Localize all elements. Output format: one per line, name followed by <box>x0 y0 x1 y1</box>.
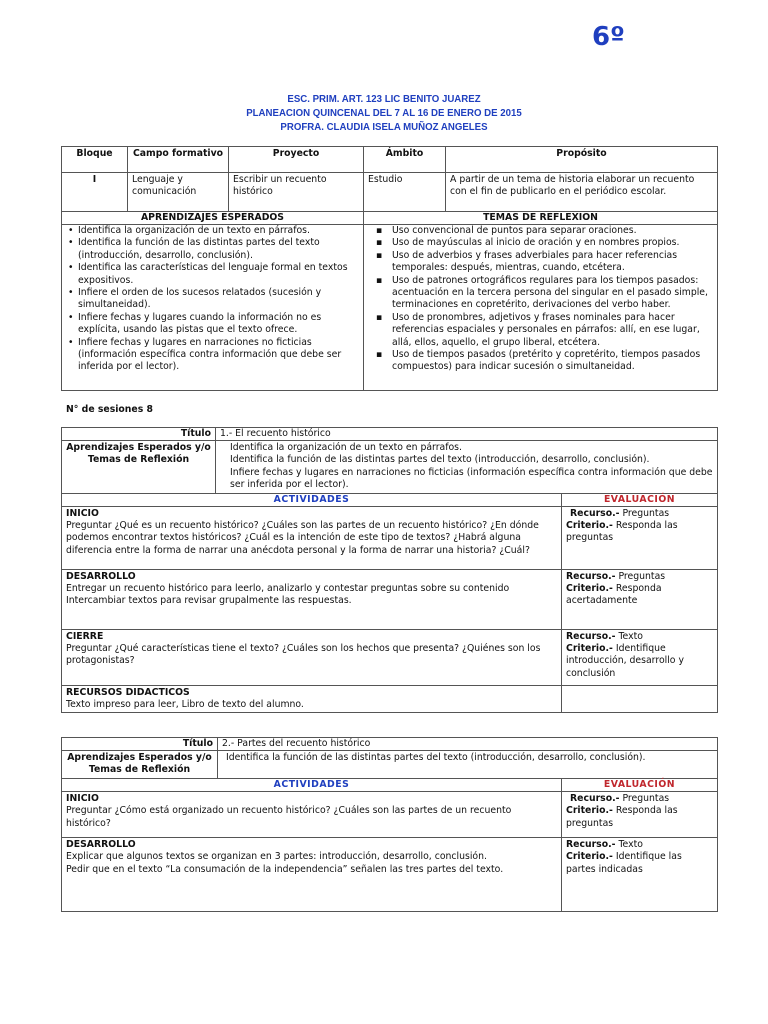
header-bloque: Bloque <box>62 147 128 173</box>
plan-title: PLANEACION QUINCENAL DEL 7 AL 16 DE ENERO DE 2015 <box>246 107 522 119</box>
recursos-cell <box>62 685 562 713</box>
aprendizaje-line: Identifica la organización de un texto en párrafos. <box>230 442 462 453</box>
criterio-value: Identifique introducción, desarrollo y conclusión <box>566 643 684 679</box>
teacher-name: PROFRA. CLAUDIA ISELA MUÑOZ ANGELES <box>280 121 488 133</box>
inicio-label: INICIO <box>66 792 99 804</box>
desarrollo-cell <box>62 837 562 911</box>
temas-title: TEMAS DE REFLEXION <box>364 212 718 225</box>
aprendizajes-text <box>216 441 718 494</box>
recurso-label: Recurso.- <box>566 630 616 642</box>
lesson-1-table <box>61 427 718 713</box>
list-item: • Identifica la función de las distintas partes del texto (introducción, desarrollo, conclusión). <box>78 237 359 262</box>
desarrollo-eval <box>562 837 718 911</box>
aprendizaje-line: Identifica la función de las distintas partes del texto (introducción, desarrollo, conclusión). <box>230 454 650 466</box>
criterio-value: Responda acertadamente <box>566 583 662 607</box>
header-proyecto: Proyecto <box>229 147 364 173</box>
lesson-title: 2.- Partes del recuento histórico <box>218 738 718 751</box>
inicio-cell <box>62 506 562 569</box>
temas-cell <box>364 225 718 391</box>
aprendizajes-text: Identifica la función de las distintas partes del texto (introducción, desarrollo, conclusión). <box>218 751 718 779</box>
recursos-label: RECURSOS DIDACTICOS <box>66 686 190 698</box>
cierre-text: Preguntar ¿Qué características tiene el texto? ¿Cuáles son los hechos que presenta? ¿Quiénes son los protagonistas? <box>66 643 541 667</box>
criterio-value: Responda las preguntas <box>566 805 678 829</box>
desarrollo-eval <box>562 569 718 629</box>
desarrollo-line: Explicar que algunos textos se organizan en 3 partes: introducción, desarrollo, conclusión. <box>66 851 487 863</box>
cell-proposito: A partir de un tema de historia elaborar un recuento con el fin de publicarlo en el periódico escolar. <box>446 173 718 212</box>
list-item: ▪ Uso convencional de puntos para separar oraciones. <box>392 225 713 237</box>
recurso-value: Texto <box>615 838 643 850</box>
cierre-eval <box>562 629 718 685</box>
inicio-text: Preguntar ¿Qué es un recuento histórico? ¿Cuáles son las partes de un recuento histórico? ¿En dónde podemos encontrar textos históricos? ¿Cuál es la intención de este tipo de textos? ¿Habrá alguna diferencia entre la forma de narrar una anécdota personal y la forma de narrar una historia? ¿Cuál? <box>66 520 539 556</box>
criterio-label: Criterio.- <box>566 520 613 532</box>
evaluacion-header: EVALUACIÓN <box>562 493 718 506</box>
criterio-label: Criterio.- <box>566 805 613 817</box>
recurso-value: Preguntas <box>615 570 666 582</box>
aprendizajes-title: APRENDIZAJES ESPERADOS <box>62 212 364 225</box>
list-item: ▪ Uso de tiempos pasados (pretérito y copretérito, tiempos pasados compuestos) para indicar sucesión o simultaneidad. <box>392 349 713 374</box>
list-item: • Identifica las características del lenguaje formal en textos expositivos. <box>78 262 359 287</box>
header-campo: Campo formativo <box>128 147 229 173</box>
recurso-label: Recurso.- <box>570 792 620 804</box>
sessions-line <box>66 404 153 415</box>
aprendizaje-line: Infiere fechas y lugares en narraciones no ficticias (información específica contra información que debe ser inferida por el lector). <box>230 466 713 491</box>
lesson-title: 1.- El recuento histórico <box>216 428 718 441</box>
recurso-value: Preguntas <box>619 507 670 519</box>
inicio-eval <box>562 791 718 837</box>
recurso-label: Recurso.- <box>566 570 616 582</box>
list-item: ▪ Uso de mayúsculas al inicio de oración y en nombres propios. <box>392 237 713 249</box>
criterio-label: Criterio.- <box>566 643 613 655</box>
recursos-eval <box>562 685 718 713</box>
aprendizajes-cell <box>62 225 364 391</box>
cell-proyecto: Escribir un recuento histórico <box>229 173 364 212</box>
criterio-label: Criterio.- <box>566 583 613 595</box>
list-item: • Infiere el orden de los sucesos relatados (sucesión y simultaneidad). <box>78 287 359 312</box>
desarrollo-cell <box>62 569 562 629</box>
list-item: ▪ Uso de pronombres, adjetivos y frases nominales para hacer referencias espaciales y personales en párrafos: allí, en ese lugar, allá, ellos, aquello, el grupo liberal, etcétera. <box>392 312 713 349</box>
sessions-value: 8 <box>146 404 154 415</box>
cierre-cell <box>62 629 562 685</box>
cell-ambito: Estudio <box>364 173 446 212</box>
inicio-eval <box>562 506 718 569</box>
title-label: Título <box>62 428 216 441</box>
aprendizajes-label: Aprendizajes Esperados y/o Temas de Reflexión <box>62 751 218 779</box>
criterio-value: Responda las preguntas <box>566 520 678 544</box>
cell-bloque: I <box>62 173 128 212</box>
criterio-label: Criterio.- <box>566 851 613 863</box>
list-item: • Infiere fechas y lugares cuando la información no es explícita, usando las pistas que el texto ofrece. <box>78 312 359 337</box>
inicio-label: INICIO <box>66 507 99 519</box>
cierre-label: CIERRE <box>66 630 104 642</box>
actividades-header: ACTIVIDADES <box>62 778 562 791</box>
list-item: • Identifica la organización de un texto en párrafos. <box>78 225 359 237</box>
title-label: Título <box>62 738 218 751</box>
recurso-label: Recurso.- <box>566 838 616 850</box>
header-ambito: Ámbito <box>364 147 446 173</box>
list-item: • Infiere fechas y lugares en narraciones no ficticias (información específica contra información que debe ser inferida por el lector). <box>78 337 359 374</box>
recurso-value: Preguntas <box>619 792 670 804</box>
header-proposito: Propósito <box>446 147 718 173</box>
cell-campo: Lenguaje y comunicación <box>128 173 229 212</box>
desarrollo-line: Intercambiar textos para revisar grupalmente las respuestas. <box>66 595 352 607</box>
grade-label: 6º <box>592 22 625 52</box>
school-name: ESC. PRIM. ART. 123 LIC BENITO JUAREZ <box>287 93 481 105</box>
recursos-text: Texto impreso para leer, Libro de texto del alumno. <box>66 699 304 711</box>
inicio-cell <box>62 791 562 837</box>
list-item: ▪ Uso de patrones ortográficos regulares para los tiempos pasados: acentuación en la tercera persona del singular en el pasado simple, terminaciones en copretérito, derivaciones del verbo haber. <box>392 275 713 312</box>
summary-table <box>61 146 718 391</box>
recurso-label: Recurso.- <box>570 507 620 519</box>
criterio-value: Identifique las partes indicadas <box>566 851 682 875</box>
lesson-2-table <box>61 737 718 912</box>
aprendizajes-label: Aprendizajes Esperados y/o Temas de Reflexión <box>62 441 216 494</box>
inicio-text: Preguntar ¿Cómo está organizado un recuento histórico? ¿Cuáles son las partes de un recuento histórico? <box>66 805 512 829</box>
sessions-label: N° de sesiones <box>66 404 144 415</box>
evaluacion-header: EVALUACIÓN <box>562 778 718 791</box>
actividades-header: ACTIVIDADES <box>62 493 562 506</box>
desarrollo-label: DESARROLLO <box>66 838 136 850</box>
desarrollo-line: Pedir que en el texto “La consumación de la independencia” señalen las tres partes del texto. <box>66 863 504 875</box>
list-item: ▪ Uso de adverbios y frases adverbiales para hacer referencias temporales: después, mientras, cuando, etcétera. <box>392 250 713 275</box>
recurso-value: Texto <box>615 630 643 642</box>
desarrollo-label: DESARROLLO <box>66 570 136 582</box>
desarrollo-line: Entregar un recuento histórico para leerlo, analizarlo y contestar preguntas sobre su contenido <box>66 583 510 595</box>
